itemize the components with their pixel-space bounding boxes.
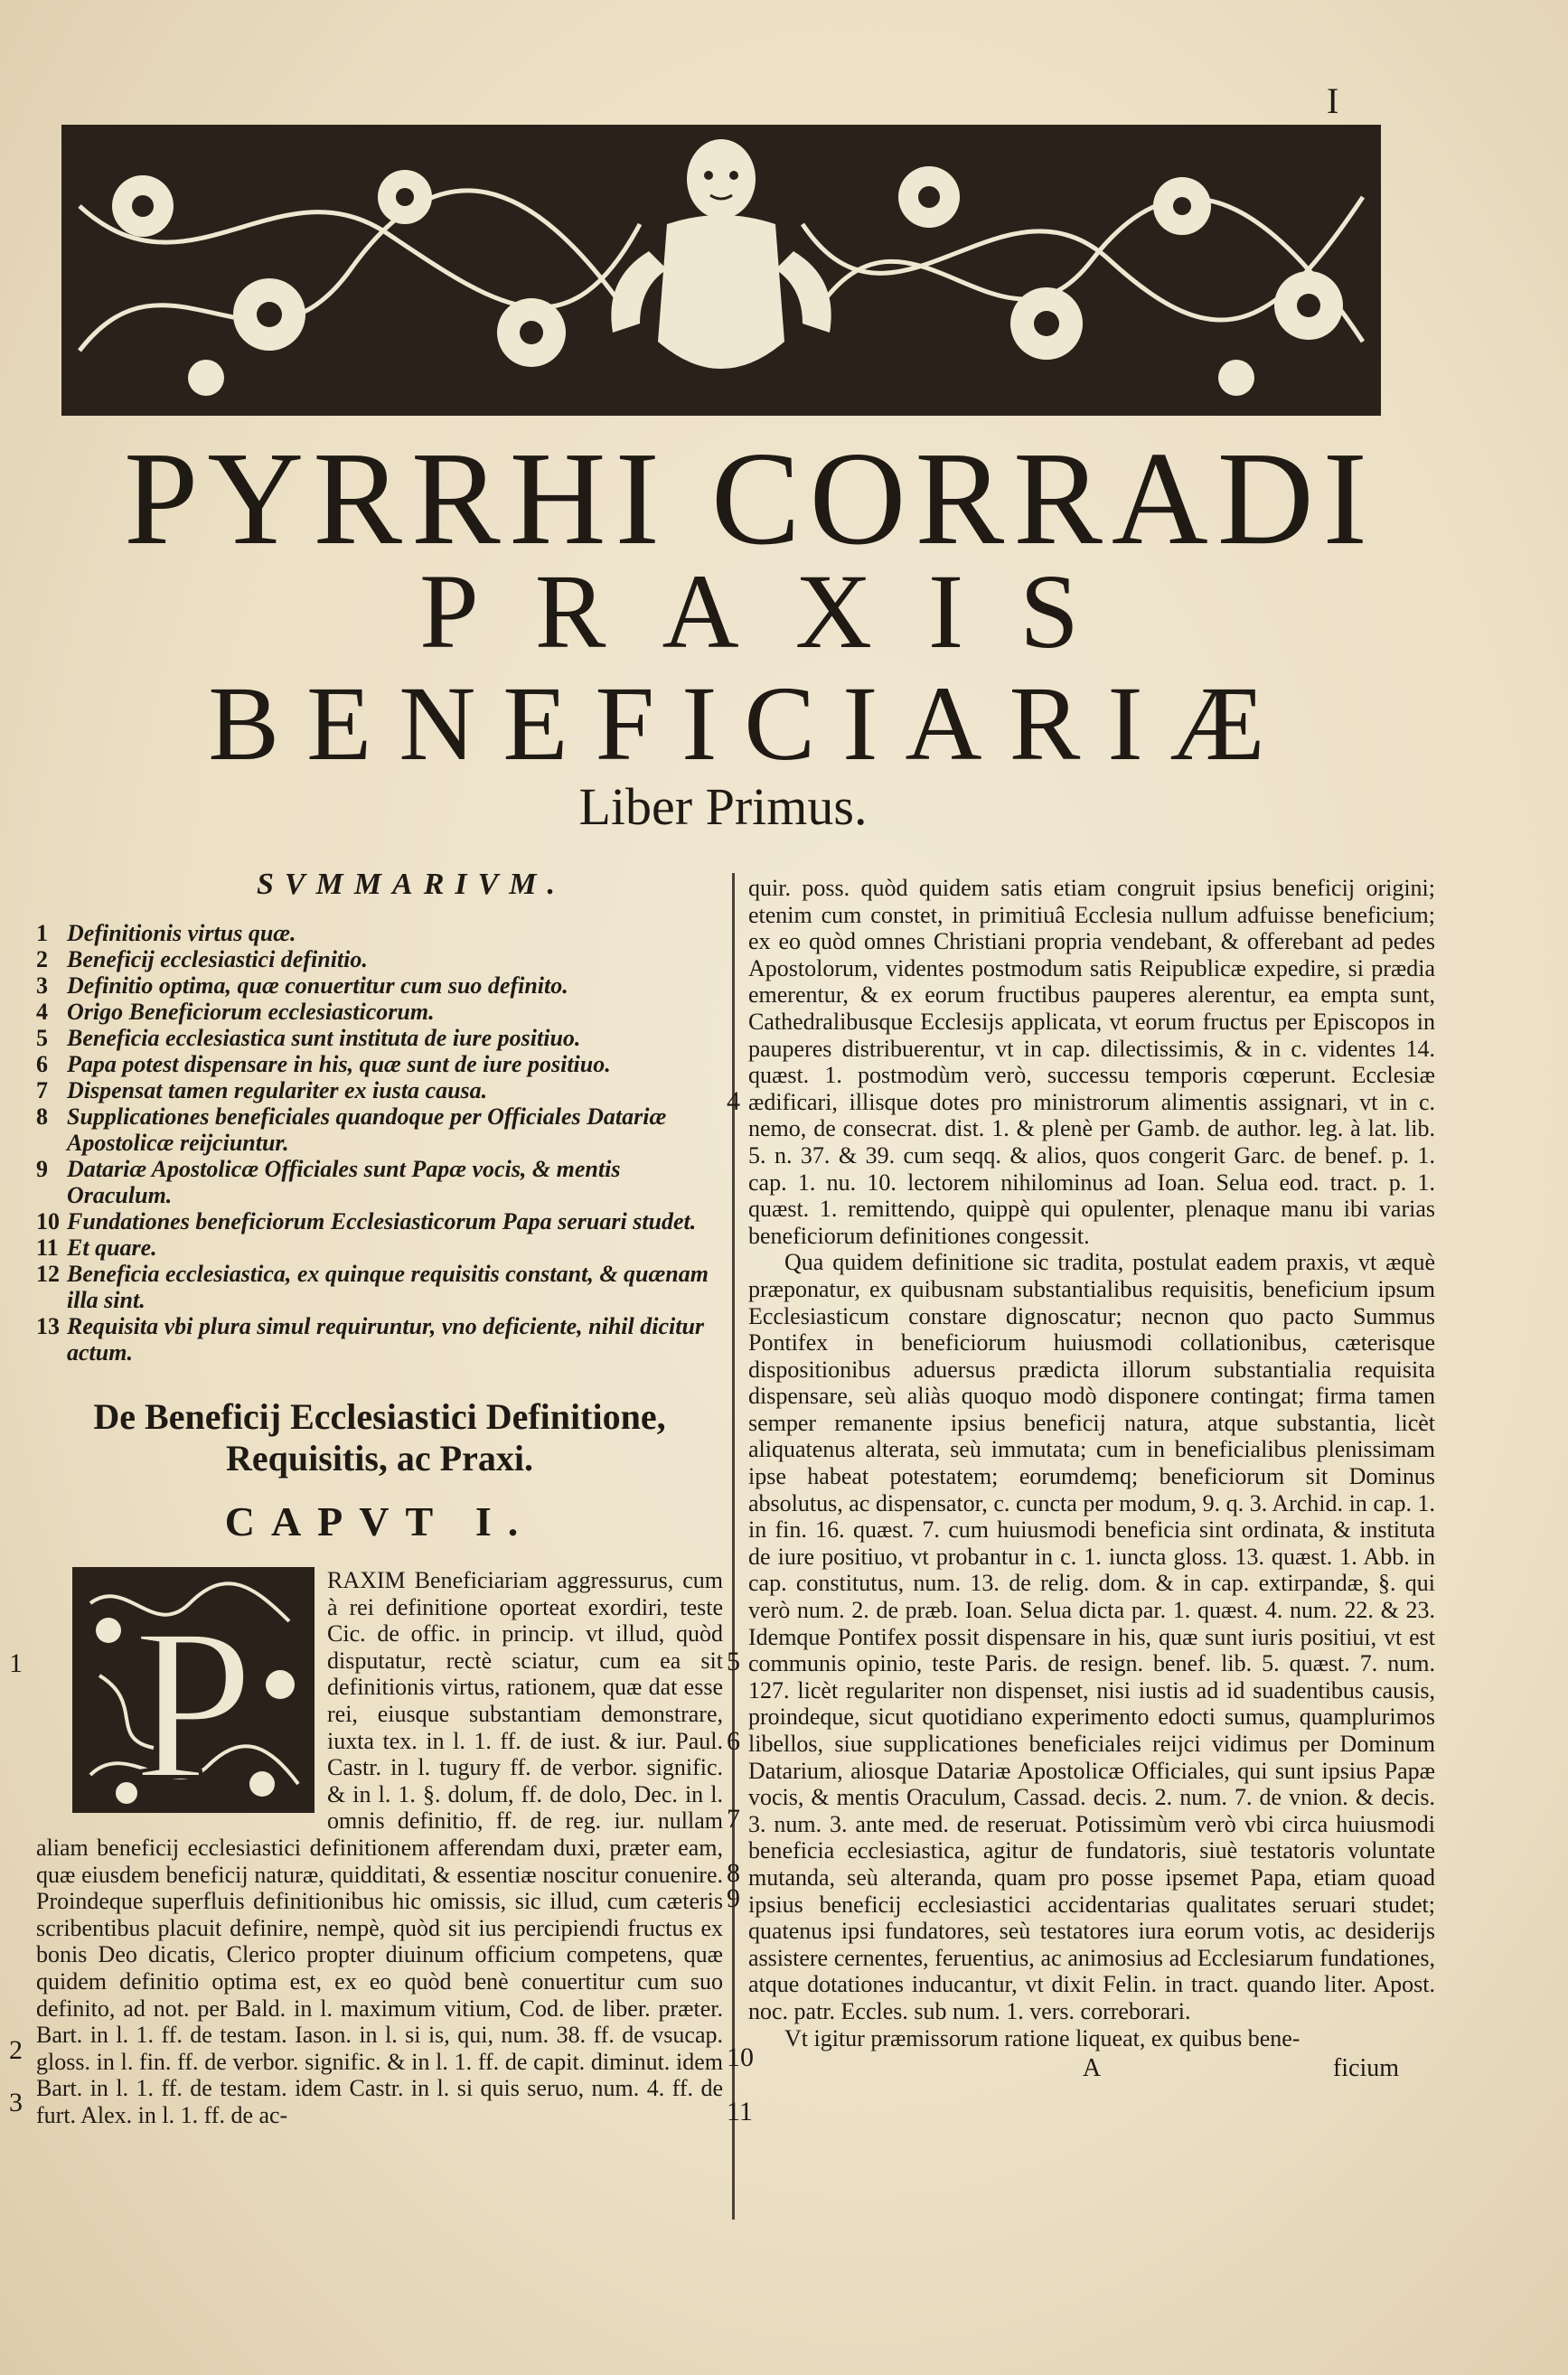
summary-item-text: Definitio optima, quæ conuertitur cum suo definito. xyxy=(67,972,568,999)
margin-number: 1 xyxy=(9,1648,23,1678)
summary-item-text: Beneficia ecclesiastica sunt instituta de iure positiuo. xyxy=(67,1025,581,1051)
summary-item-number: 1 xyxy=(36,920,48,946)
summary-item xyxy=(36,1313,723,1366)
summary-item-text: Supplicationes beneficiales quandoque per Officiales Datariæ Apostolicæ reijciuntur. xyxy=(67,1103,667,1156)
summary-item xyxy=(36,1077,723,1103)
summary-item xyxy=(36,1208,723,1234)
summary-item xyxy=(36,920,723,946)
margin-number: 5 xyxy=(727,1647,740,1676)
summary-item xyxy=(36,1025,723,1051)
margin-number: 10 xyxy=(727,2042,754,2072)
summary-item-text: Beneficia ecclesiastica, ex quinque requisitis constant, & quænam illa sint. xyxy=(67,1261,709,1313)
svg-text:P: P xyxy=(133,1583,254,1813)
summary-item-text: Papa potest dispensare in his, quæ sunt de iure positiuo. xyxy=(67,1051,611,1077)
summary-item-number: 7 xyxy=(36,1077,48,1103)
summary-item xyxy=(36,972,723,999)
margin-number: 8 xyxy=(727,1858,740,1888)
right-column xyxy=(727,875,1435,2126)
ornamental-initial-p xyxy=(72,1567,315,1813)
summary-item-text: Definitionis virtus quæ. xyxy=(67,920,296,946)
summary-item-number: 8 xyxy=(36,1103,48,1130)
title-line-2: PRAXIS xyxy=(419,552,1135,671)
left-body-text: RAXIM Beneficiariam aggressurus, cum à rei definitione oporteat exordiri, teste Cic. de offic. in princip. vt illud, quòd disputatur, rectè sciatur, cum ea sit definitionis virtus, rationem, quæ dat esse rei, eiusque substantiam demonstrare, iuxta tex. in l. 1. ff. de iust. & iur. Paul. Castr. in l. tugury ff. de verbor. signific. & in l. 1. §. dolum, ff. de dolo, Dec. in l. omnis definitio, ff. de reg. iur. nullam aliam beneficij ecclesiastici definitionem afferendam duxi, præter eam, quæ eiusdem beneficij naturæ, quidditati, & essentiæ noscitur conuenire. Proindeque superfluis definitionibus hic omissis, sic illud, cum cæteris scribentibus placuit definire, nempè, quòd sit ius percipiendi fructus ex bonis Deo dicatis, Clerico propter diuinum officium competens, quæ quidem definitio optima est, ex eo quòd benè conuertitur cum suo definito, ad not. per Bald. in l. maximum vitium, Cod. de liber. præter. Bart. in l. 1. ff. de testam. Iason. in l. si is, qui, num. 38. ff. de vsucap. gloss. in l. fin. ff. de verbor. signific. & in l. 1. ff. de capit. diminut. idem Bart. in l. 1. ff. de testam. idem Castr. in l. si quis seruo, num. 4. ff. de furt. Alex. in l. 1. ff. de ac- xyxy=(36,1567,723,2128)
summary-item-text: Requisita vbi plura simul requiruntur, vno deficiente, nihil dicitur actum. xyxy=(67,1313,705,1366)
summary-item-number: 6 xyxy=(36,1051,48,1077)
right-paragraph-3: Vt igitur præmissorum ratione liqueat, ex quibus bene- xyxy=(784,2024,1300,2051)
summary-item-text: Fundationes beneficiorum Ecclesiasticorum Papa seruari studet. xyxy=(67,1208,697,1234)
summary-item-text: Origo Beneficiorum ecclesiasticorum. xyxy=(67,999,435,1025)
signature-line xyxy=(748,2055,1435,2082)
summary-item xyxy=(36,1051,723,1077)
summary-item-number: 2 xyxy=(36,946,48,972)
summary-item-text: Dispensat tamen regulariter ex iusta causa. xyxy=(67,1077,488,1103)
summary-item-number: 12 xyxy=(36,1261,60,1287)
summary-item xyxy=(36,1103,723,1156)
summary-item-number: 9 xyxy=(36,1156,48,1182)
summary-item-number: 13 xyxy=(36,1313,60,1339)
margin-number: 4 xyxy=(727,1086,740,1116)
margin-number: 3 xyxy=(9,2088,23,2117)
summary-item-number: 4 xyxy=(36,999,48,1025)
margin-number: 6 xyxy=(727,1726,740,1756)
margin-number: 11 xyxy=(727,2097,753,2126)
summary-item-text: Et quare. xyxy=(67,1234,157,1261)
left-body xyxy=(9,1567,723,2128)
column-rule xyxy=(732,873,735,2220)
summary-item-text: Datariæ Apostolicæ Officiales sunt Papæ vocis, & mentis Oraculum. xyxy=(67,1156,621,1208)
summary-item xyxy=(36,1156,723,1208)
summary-item-number: 11 xyxy=(36,1234,59,1261)
page-number: I xyxy=(1327,80,1339,121)
chapter-heading: De Beneficij Ecclesiastici Definitione, Requisitis, ac Praxi. xyxy=(93,1396,666,1479)
signature-mark: A xyxy=(1082,2054,1102,2083)
summary-item xyxy=(36,946,723,972)
summary-item xyxy=(36,1261,723,1313)
title-line-1: PYRRHI CORRADI xyxy=(124,425,1376,573)
left-column xyxy=(9,868,723,2128)
subtitle: Liber Primus. xyxy=(578,777,868,836)
summary-list xyxy=(36,920,723,1366)
title-line-3: BENEFICIARIÆ xyxy=(208,664,1292,783)
margin-number: 2 xyxy=(9,2035,23,2065)
summary-item-number: 10 xyxy=(36,1208,60,1234)
summary-item-text: Beneficij ecclesiastici definitio. xyxy=(67,946,368,972)
ornamental-headpiece xyxy=(61,125,1381,416)
summary-item-number: 5 xyxy=(36,1025,48,1051)
caput-heading: CAPVT I. xyxy=(224,1498,535,1544)
catchword: ficium xyxy=(1332,2054,1399,2083)
summary-item xyxy=(36,999,723,1025)
right-body xyxy=(727,875,1435,2126)
margin-number: 9 xyxy=(727,1883,740,1913)
summary-item xyxy=(36,1234,723,1261)
right-paragraph-2: Qua quidem definitione sic tradita, postulat eadem praxis, vt æquè præponatur, ex quibusnam substantialibus requisitis, beneficium ipsum Ecclesiasticum constare dignoscatur; necnon quo pacto Summus Pontifex in beneficiorum huiusmodi collationibus, cæterisque dispositionibus aduersus prædicta illorum substantialia requisita dispensare, seù aliàs quoquo modò disponere contingat; firma tamen semper remanente ipsius beneficij natura, atque substantia, licèt aliquatenus alterata, seù immutata; cum in beneficialibus plenissimam ipse habeat potestatem; eorumdemq; beneficiorum sit Dominus absolutus, ac dispensator, c. cuncta per modum, 9. q. 3. Archid. in cap. 1. in fin. 16. quæst. 7. cum huiusmodi beneficia sint ordinata, & instituta de iure positiuo, vt probantur in c. 1. iuncta gloss. 13. quæst. 1. Abb. in cap. constitutus, num. 13. de relig. dom. & in cap. extirpandæ, §. qui verò num. 2. de præb. Ioan. Selua dicta par. 1. quæst. 4. num. 22. & 23. Idemque Pontifex possit dispensare in his, quæ sunt iuris positiui, vt est communis opinio, teste Paris. de resign. benef. lib. 5. quæst. 7. num. 127. licèt regulariter non dispenset, nisi iustis ad id suadentibus causis, proindeque, sicut quotidiano experimento edocti sumus, quamplurimos libellos, siue supplicationes beneficiales reijci vidimus per Dominum Datarium, aliosque Datariæ Apostolicæ Officiales, qui sunt ipsius Papæ vocis, & mentis Oraculum, Cassad. decis. 2. num. 7. de vnion. & decis. 3. num. 3. ante med. de reseruat. Potissimùm verò vbi circa huiusmodi beneficia ecclesiastica, agitur de fundatoris, siuè testatoris voluntate mutanda, seù alteranda, quam pro posse ipsemet Papa, etiam quoad ipsius beneficij ecclesiastici accidentarias qualitates seruari studet; quatenus ipsi fundatores, seù testatores iura eorum votis, ac desiderijs assistere cernentes, feruentius, ac animosius ad Ecclesiarum fundationes, atque dotationes inducantur, vt dixit Felin. in tract. quando liter. Apost. noc. patr. Eccles. sub num. 1. vers. correborari. xyxy=(748,1249,1435,2024)
summary-heading: SVMMARIVM. xyxy=(256,868,567,901)
summary-item-number: 3 xyxy=(36,972,48,999)
margin-number: 7 xyxy=(727,1804,740,1834)
right-paragraph-1: quir. poss. quòd quidem satis etiam congruit ipsius beneficij origini; etenim cum constet, in primitiuâ Ecclesia nullum adfuisse beneficium; ex eo quòd omnes Christiani propria vendebant, & offerebant ad pedes Apostolorum, videntes postmodum satis Reipublicæ expedire, si prædia emerentur, & ex eorum fructibus pauperes alerentur, ea empta sunt, Cathedralibusque Ecclesijs applicata, vt eorum fructus per Episcopos in pauperes distribuerentur, vt in cap. dilectissimis, & in c. videntes 14. quæst. 1. postmodùm verò, successu temporis cœperunt. Ecclesiæ ædificari, illisque dotes pro ministrorum alimentis assignari, vt in c. nemo, de consecrat. dist. 1. & plenè per Gamb. de author. leg. à lat. lib. 5. n. 37. & 39. cum seqq. & alios, quos congerit Garc. de benef. p. 1. cap. 1. nu. 10. lectorem nihilominus ad Ioan. Selua eod. tract. p. 1. quæst. 1. remittendo, quippè qui opulenter, plenaque manu ibi varias beneficiorum definitiones congessit. xyxy=(748,875,1435,1249)
